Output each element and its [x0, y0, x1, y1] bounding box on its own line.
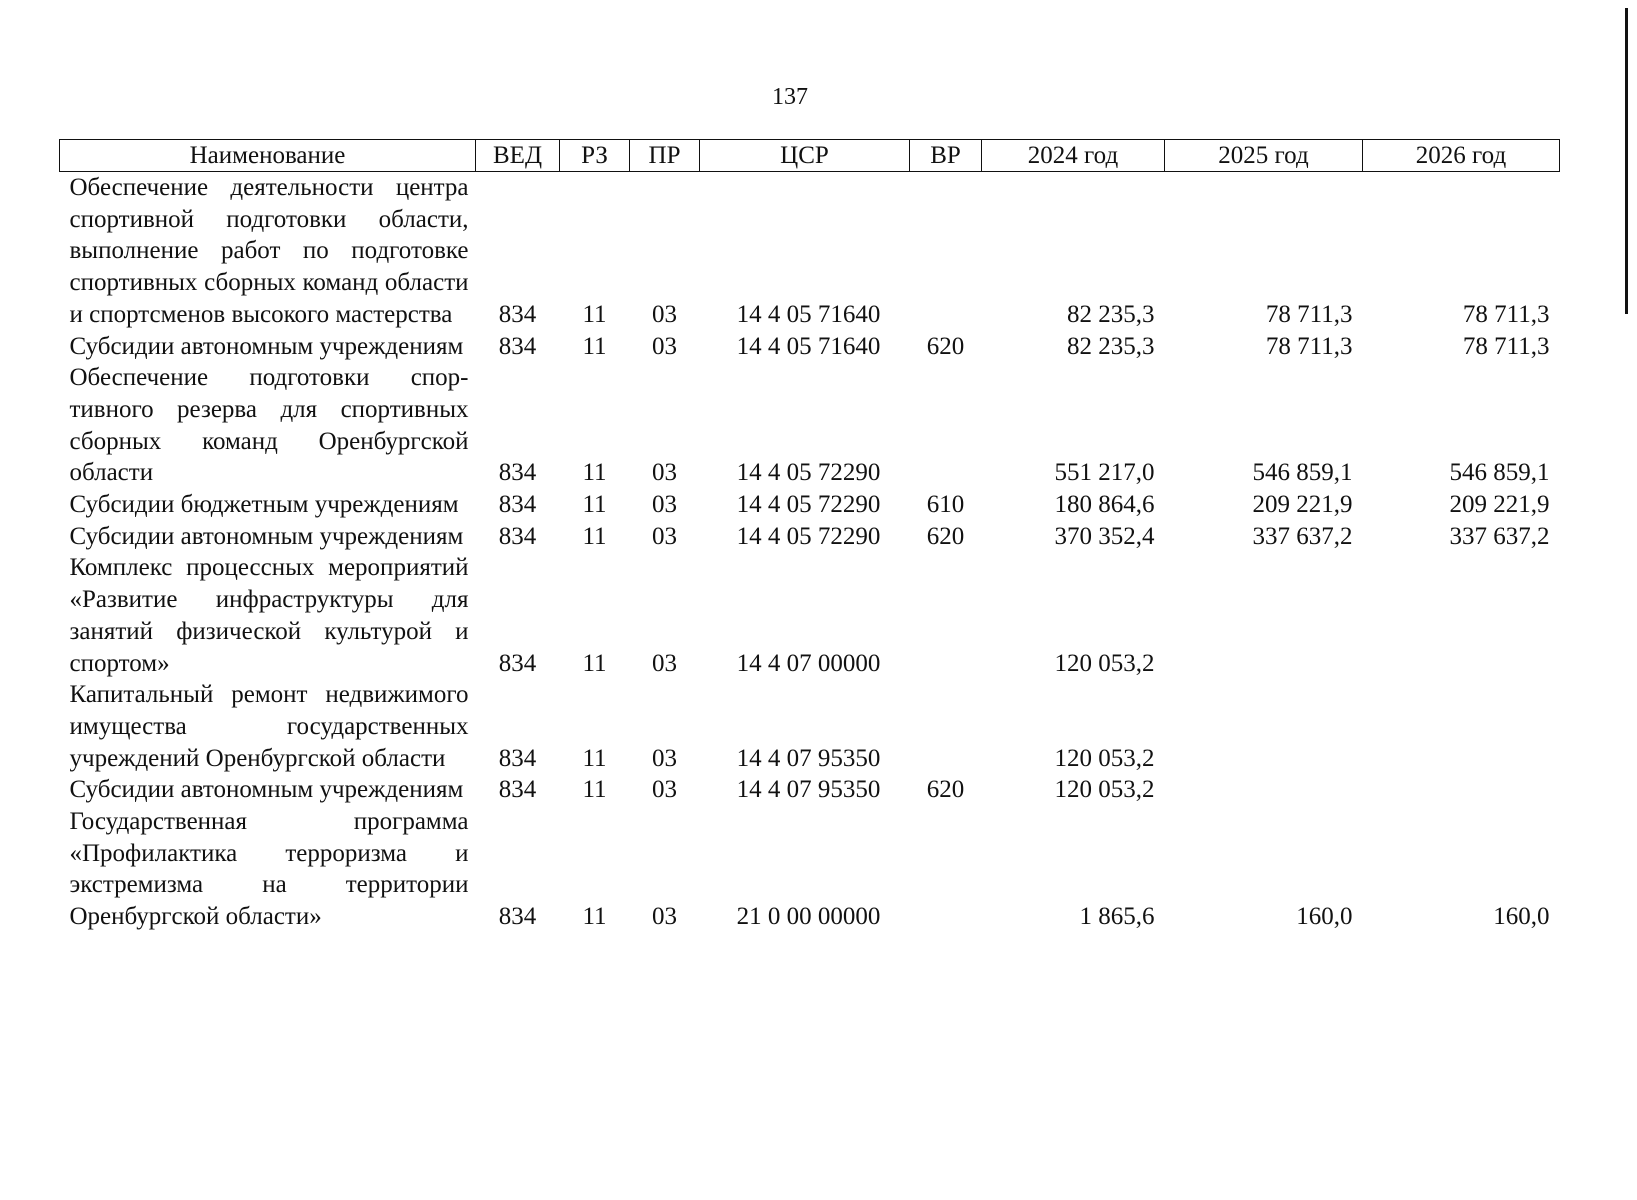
budget-table	[59, 139, 1560, 933]
row-name: Государственная программа «Профилактика терроризма и экстремизма на территории Оренбургской области»	[69, 808, 469, 931]
row-vr	[910, 172, 982, 331]
row-rz: 11	[582, 300, 607, 328]
row-2025: 546 859,1	[1252, 459, 1353, 487]
row-2024: 82 235,3	[1067, 300, 1155, 328]
row-ved: 834	[498, 332, 537, 360]
row-rz: 11	[582, 491, 607, 519]
row-rz: 11	[582, 649, 607, 677]
row-csr: 14 4 05 71640	[736, 300, 881, 328]
row-2026: 209 221,9	[1449, 491, 1550, 519]
row-vr: 620	[926, 332, 965, 360]
row-rz: 11	[582, 744, 607, 772]
row-2026	[1363, 552, 1560, 679]
row-2025: 160,0	[1296, 903, 1353, 931]
row-csr: 14 4 05 72290	[736, 459, 881, 487]
row-name: Обеспечение деятельности центра спортивной подготовки области, выполнение работ по подготовке спортивных сборных команд области и спортсменов высокого мастерства	[69, 174, 469, 328]
table-row	[60, 521, 1560, 553]
row-rz: 11	[582, 903, 607, 931]
row-pr: 03	[652, 459, 677, 487]
row-pr: 03	[652, 332, 677, 360]
row-csr: 14 4 05 72290	[736, 522, 881, 550]
header-2025: 2025 год	[1165, 140, 1363, 172]
row-ved: 834	[498, 903, 537, 931]
row-2025: 337 637,2	[1252, 522, 1353, 550]
table-row	[60, 806, 1560, 933]
table-row	[60, 774, 1560, 806]
row-2024: 120 053,2	[1054, 649, 1155, 677]
scan-edge-mark	[1625, 8, 1628, 314]
row-vr	[910, 552, 982, 679]
table-row	[60, 489, 1560, 521]
row-ved: 834	[498, 522, 537, 550]
table-row	[60, 552, 1560, 679]
header-2024: 2024 год	[982, 140, 1165, 172]
header-csr: ЦСР	[700, 140, 910, 172]
table-row	[60, 172, 1560, 331]
row-2024: 180 864,6	[1054, 491, 1155, 519]
row-2025	[1165, 679, 1363, 774]
header-name: Наименование	[60, 140, 476, 172]
row-name: Капитальный ремонт недвижимого имущества государственных учреждений Оренбургской области	[69, 681, 469, 772]
header-rz: РЗ	[560, 140, 630, 172]
row-name: Субсидии автономным учреждениям	[69, 522, 464, 550]
row-csr: 14 4 07 00000	[736, 649, 881, 677]
row-name: Обеспечение подготовки спортивного резерва для спортивных сборных команд Оренбургской области	[69, 364, 469, 487]
row-2025: 78 711,3	[1265, 332, 1353, 360]
row-2026	[1363, 774, 1560, 806]
row-vr: 620	[926, 522, 965, 550]
row-pr: 03	[652, 300, 677, 328]
row-vr	[910, 806, 982, 933]
row-name: Субсидии автономным учреждениям	[69, 776, 464, 804]
header-2026: 2026 год	[1363, 140, 1560, 172]
row-pr: 03	[652, 491, 677, 519]
header-vr: ВР	[910, 140, 982, 172]
table-header-row	[60, 140, 1560, 172]
row-vr	[910, 679, 982, 774]
row-pr: 03	[652, 744, 677, 772]
row-ved: 834	[498, 649, 537, 677]
row-rz: 11	[582, 522, 607, 550]
row-vr: 610	[926, 491, 965, 519]
row-ved: 834	[498, 491, 537, 519]
row-pr: 03	[652, 903, 677, 931]
row-csr: 14 4 05 71640	[736, 332, 881, 360]
row-ved: 834	[498, 776, 537, 804]
header-ved: ВЕД	[476, 140, 560, 172]
row-2025: 209 221,9	[1252, 491, 1353, 519]
table-row	[60, 679, 1560, 774]
row-2026: 337 637,2	[1449, 522, 1550, 550]
row-2026: 160,0	[1493, 903, 1550, 931]
row-2026	[1363, 679, 1560, 774]
row-2024: 1 865,6	[1079, 903, 1155, 931]
row-csr: 21 0 00 00000	[736, 903, 881, 931]
row-2024: 370 352,4	[1054, 522, 1155, 550]
row-vr	[910, 362, 982, 489]
row-csr: 14 4 07 95350	[736, 744, 881, 772]
row-rz: 11	[582, 459, 607, 487]
row-pr: 03	[652, 649, 677, 677]
row-2026: 78 711,3	[1462, 332, 1550, 360]
row-pr: 03	[652, 776, 677, 804]
row-name: Субсидии бюджетным учреждениям	[69, 491, 459, 519]
table-row	[60, 362, 1560, 489]
row-2024: 120 053,2	[1054, 744, 1155, 772]
row-2026: 78 711,3	[1462, 300, 1550, 328]
page-number: 137	[772, 84, 808, 110]
table-row	[60, 331, 1560, 363]
row-name: Субсидии автономным учреждениям	[69, 332, 464, 360]
row-csr: 14 4 07 95350	[736, 776, 881, 804]
row-rz: 11	[582, 332, 607, 360]
header-pr: ПР	[630, 140, 700, 172]
row-ved: 834	[498, 459, 537, 487]
row-2024: 82 235,3	[1067, 332, 1155, 360]
row-ved: 834	[498, 300, 537, 328]
row-2024: 551 217,0	[1054, 459, 1155, 487]
row-pr: 03	[652, 522, 677, 550]
row-name: Комплекс процессных мероприятий «Развитие инфраструктуры для занятий физической культурой и спортом»	[69, 554, 469, 677]
row-vr: 620	[926, 776, 965, 804]
row-2025	[1165, 774, 1363, 806]
row-2025	[1165, 552, 1363, 679]
row-2024: 120 053,2	[1054, 776, 1155, 804]
row-rz: 11	[582, 776, 607, 804]
row-2025: 78 711,3	[1265, 300, 1353, 328]
row-ved: 834	[498, 744, 537, 772]
row-csr: 14 4 05 72290	[736, 491, 881, 519]
row-2026: 546 859,1	[1449, 459, 1550, 487]
